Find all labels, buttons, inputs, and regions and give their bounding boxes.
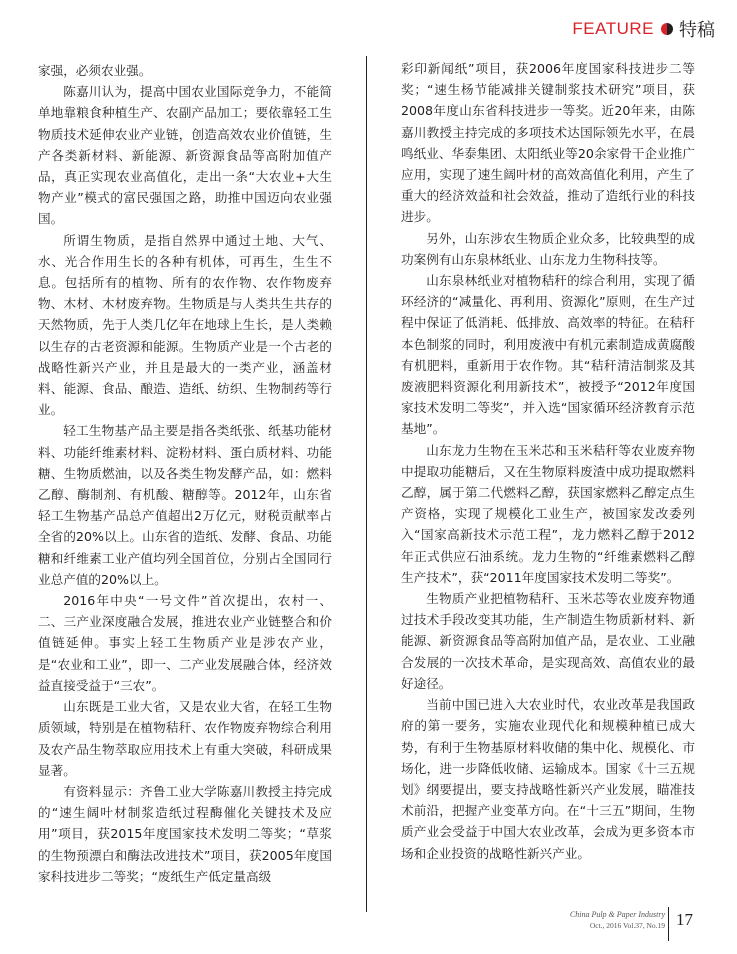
paragraph: 陈嘉川认为，提高中国农业国际竞争力，不能简单地靠粮食种植生产、农副产品加工；要依靠轻工生物质技术延伸农业产业链，创造高效农业价值链，生产各类新材料、新能源、新资源食品等高附加值产品，真正实现农业高值化，走出一条“大农业+大生物产业”模式的富民强国之路，助推中国迈向农业强国。	[38, 84, 332, 227]
page-header	[572, 16, 715, 42]
feature-label: FEATURE	[572, 19, 654, 38]
paragraph: 有资料显示：齐鲁工业大学陈嘉川教授主持完成的“速生阔叶材制浆造纸过程酶催化关键技术及应用”项目，获2015年度国家技术发明二等奖；“草浆的生物预漂白和酶法改进技术”项目，获2005年度国家科技进步二等奖；“废纸生产低定量高级	[38, 783, 332, 884]
page-footer	[570, 910, 665, 930]
paragraph: 轻工生物基产品主要是指各类纸张、纸基功能材料、功能纤维素材料、淀粉材料、蛋白质材料、功能糖、生物质燃油，以及各类生物发酵产品，如：燃料乙醇、酶制剂、有机酸、糖醇等。2012年，山东省轻工生物基产品总产值超出2万亿元，财税贡献率占全省的20%以上。山东省的造纸、发酵、食品、功能糖和纤维素工业产值均列全国首位，分别占全国同行业总产值的20%以上。	[38, 423, 332, 587]
column-divider	[366, 56, 367, 912]
paragraph: 彩印新闻纸”项目，获2006年度国家科技进步二等奖；“速生杨节能减排关键制浆技术研究”项目，获2008年度山东省科技进步一等奖。近20年来，由陈嘉川教授主持完成的多项技术达国际领先水平，在晨鸣纸业、华泰集团、太阳纸业等20余家骨干企业推广应用，实现了速生阔叶材的高效高值化利用，产生了重大的经济效益和社会效益，推动了造纸行业的科技进步。	[401, 61, 695, 225]
paragraph: 山东龙力生物在玉米芯和玉米秸秆等农业废弃物中提取功能糖后，又在生物原料废渣中成功提取燃料乙醇，属于第二代燃料乙醇，获国家燃料乙醇定点生产资格，实现了规模化工业生产，被国家发改委列入“国家高新技术示范工程”，龙力燃料乙醇于2012年正式供应石油系统。龙力生物的“纤维素燃料乙醇生产技术”，获“2011年度国家技术发明二等奖”。	[401, 442, 695, 585]
magazine-name: China Pulp & Paper Industry	[569, 910, 665, 919]
right-column	[401, 58, 695, 864]
paragraph: 家强，必须农业强。	[38, 63, 152, 78]
footer-divider	[668, 907, 669, 941]
section-title: 特稿	[679, 20, 715, 41]
paragraph: 另外，山东涉农生物质企业众多，比较典型的成功案例有山东泉林纸业、山东龙力生物科技等。	[401, 230, 695, 267]
paragraph: 山东泉林纸业对植物秸秆的综合利用，实现了循环经济的“减量化、再利用、资源化”原则，在生产过程中保证了低消耗、低排放、高效率的特征。在秸秆本色制浆的同时，利用废液中有机元素制造成黄腐酸有机肥料，重新用于农作物。其“秸秆清洁制浆及其废液肥料资源化利用新技术”，被授予“2012年度国家技术发明二等奖”，并入选“国家循环经济教育示范基地”。	[401, 273, 695, 437]
page-number: 17	[676, 910, 693, 929]
paragraph: 当前中国已进入大农业时代，农业改革是我国政府的第一要务，实施农业现代化和规模种植已成大势，有利于生物基原材料收储的集中化、规模化、市场化，进一步降低收储、运输成本。国家《十三五规划》纲要提出，要支持战略性新兴产业发展，瞄准技术前沿，把握产业变革方向。在“十三五”期间，生物质产业会受益于中国大农业改革，会成为更多资本市场和企业投资的战略性新兴产业。	[401, 697, 695, 861]
issue-info: Oct., 2016 Vol.37, No.19	[589, 921, 665, 930]
paragraph: 生物质产业把植物秸秆、玉米芯等农业废弃物通过技术手段改变其功能，生产制造生物质新材料、新能源、新资源食品等高附加值产品，是农业、工业融合发展的一次技术革命，是实现高效、高值农业的最好途径。	[401, 591, 695, 691]
paragraph: 2016年中央“一号文件”首次提出，农村一、二、三产业深度融合发展，推进农业产业链整合和价值链延伸。事实上轻工生物质产业是涉农产业，是“农业和工业”，即一、二产业发展融合体，经济效益直接受益于“三农”。	[38, 593, 332, 693]
paragraph: 山东既是工业大省，又是农业大省，在轻工生物质领域，特别是在植物秸秆、农作物废弃物综合利用及农产品生物萃取应用技术上有重大突破，科研成果显著。	[38, 699, 332, 778]
left-column	[38, 60, 332, 887]
section-marker-icon	[661, 23, 673, 35]
paragraph: 所谓生物质，是指自然界中通过土地、大气、水、光合作用生长的各种有机体，可再生，生生不息。包括所有的植物、所有的农作物、农作物废弃物、木材、木材废弃物。生物质是与人类共生共存的天然物质，先于人类几亿年在地球上生长，是人类赖以生存的古老资源和能源。生物质产业是一个古老的战略性新兴产业，并且是最大的一类产业，涵盖材料、能源、食品、酿造、造纸、纺织、生物制药等行业。	[38, 232, 332, 418]
